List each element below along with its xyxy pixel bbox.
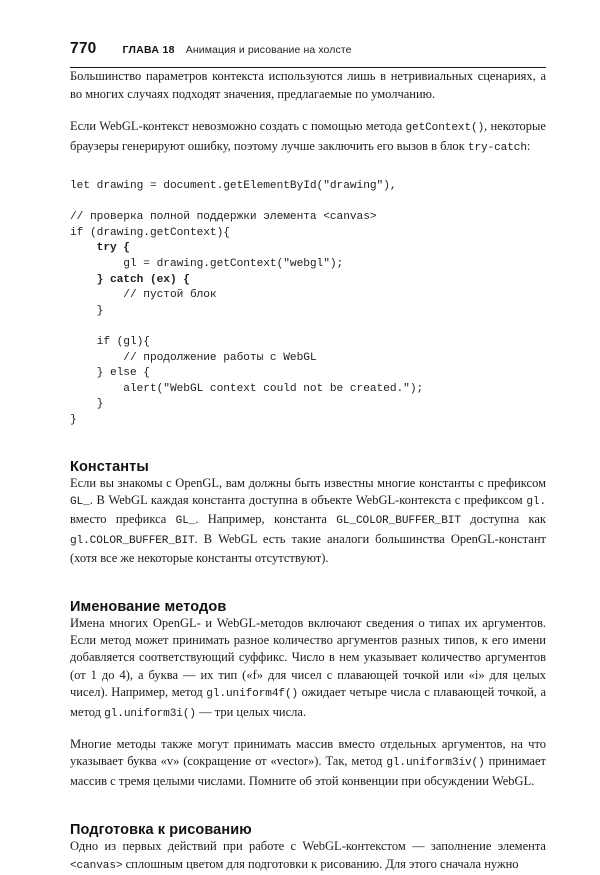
- code-line: if (drawing.getContext){: [70, 226, 230, 239]
- running-head: [70, 40, 546, 60]
- code-line: alert("WebGL context could not be created.");: [70, 382, 424, 395]
- paragraph-prepare: Одно из первых действий при работе с WebGL-контекстом — заполнение элемента <canvas> сплошным цветом для подготовки к рисованию. Для этого сначала нужно: [70, 839, 546, 872]
- paragraph-naming-2: Многие методы также могут принимать массив вместо отдельных аргументов, на что указывает буква «v» (сокращение от «vector»). Так, метод gl.uniform3iv() принимает массив с тремя целыми числами. Помните об этой конвенции при обсуждении WebGL.: [70, 736, 546, 788]
- inline-code-gl-dot-color-buffer-bit: gl.COLOR_BUFFER_BIT: [70, 534, 195, 547]
- paragraph-intro: Большинство параметров контекста используются лишь в нетривиальных сценариях, а во многих случаях подходят значения, предлагаемые по умолчанию.: [70, 69, 546, 101]
- code-line: if (gl){: [70, 335, 150, 348]
- chapter-title: Анимация и рисование на холсте: [185, 44, 352, 56]
- paragraph-naming-1: Имена многих OpenGL- и WebGL-методов включают сведения о типах их аргументов. Если метод может принимать разное количество аргументов разных типов, к его имени добавляется соответствующий суффикс. Число в нем указывает количество аргументов (от 1 до 4), а буква — их тип («f» для чисел с плавающей точкой или «i» для целых чисел). Например, метод gl.uniform4f() ожидает четыре числа с плавающей точкой, а метод gl.uniform3i() — три целых числа.: [70, 615, 546, 720]
- code-line: } catch (ex) {: [70, 273, 190, 286]
- code-line: } else {: [70, 367, 150, 380]
- paragraph-konstanty: Если вы знакомы с OpenGL, вам должны быть известны многие константы с префиксом GL_. В WebGL каждая константа доступна в объекте WebGL-контекста с префиксом gl. вместо префикса GL_. Например, константа GL_COLOR_BUFFER_BIT доступна как gl.COLOR_BUFFER_BIT. В WebGL есть такие аналоги большинства OpenGL-констант (хотя все же некоторые константы отсутствуют).: [70, 475, 546, 566]
- heading-podgotovka-k-risovaniyu: Подготовка к рисованию: [70, 822, 252, 839]
- page-content: [70, 40, 546, 875]
- code-line: }: [70, 398, 104, 411]
- chapter-label: ГЛАВА 18: [122, 44, 175, 56]
- code-line: try {: [70, 242, 130, 255]
- inline-code-gl-underscore-2: GL_: [175, 515, 196, 528]
- code-line: }: [70, 413, 77, 426]
- code-line: gl = drawing.getContext("webgl");: [70, 257, 344, 270]
- code-block: [70, 179, 546, 429]
- page-number: 770: [70, 40, 97, 57]
- code-line: let drawing = document.getElementById("drawing"),: [70, 180, 397, 193]
- code-line: [70, 319, 546, 335]
- inline-code-trycatch: try-catch: [467, 141, 527, 154]
- inline-code-uniform3iv: gl.uniform3iv(): [386, 757, 485, 770]
- inline-code-uniform4f: gl.uniform4f(): [206, 688, 299, 701]
- inline-code-gl-color-buffer-bit: GL_COLOR_BUFFER_BIT: [336, 515, 461, 528]
- inline-code-gl-underscore: GL_: [70, 495, 90, 508]
- code-line: // продолжение работы с WebGL: [70, 351, 317, 364]
- code-line: [70, 195, 546, 211]
- inline-code-uniform3i: gl.uniform3i(): [104, 707, 196, 720]
- inline-code-canvas: <canvas>: [70, 859, 123, 872]
- inline-code-gl-dot: gl.: [526, 495, 546, 508]
- heading-konstanty: Константы: [70, 458, 149, 475]
- code-line: }: [70, 304, 104, 317]
- code-line: // пустой блок: [70, 289, 217, 302]
- code-line: // проверка полной поддержки элемента <canvas>: [70, 211, 377, 224]
- paragraph-trycatch: Если WebGL-контекст невозможно создать с помощью метода getContext(), некоторые браузеры генерируют ошибку, поэтому лучше заключить его вызов в блок try-catch:: [70, 119, 546, 154]
- inline-code-getcontext: getContext(): [405, 122, 485, 135]
- heading-imenovanie-metodov: Именование методов: [70, 598, 227, 615]
